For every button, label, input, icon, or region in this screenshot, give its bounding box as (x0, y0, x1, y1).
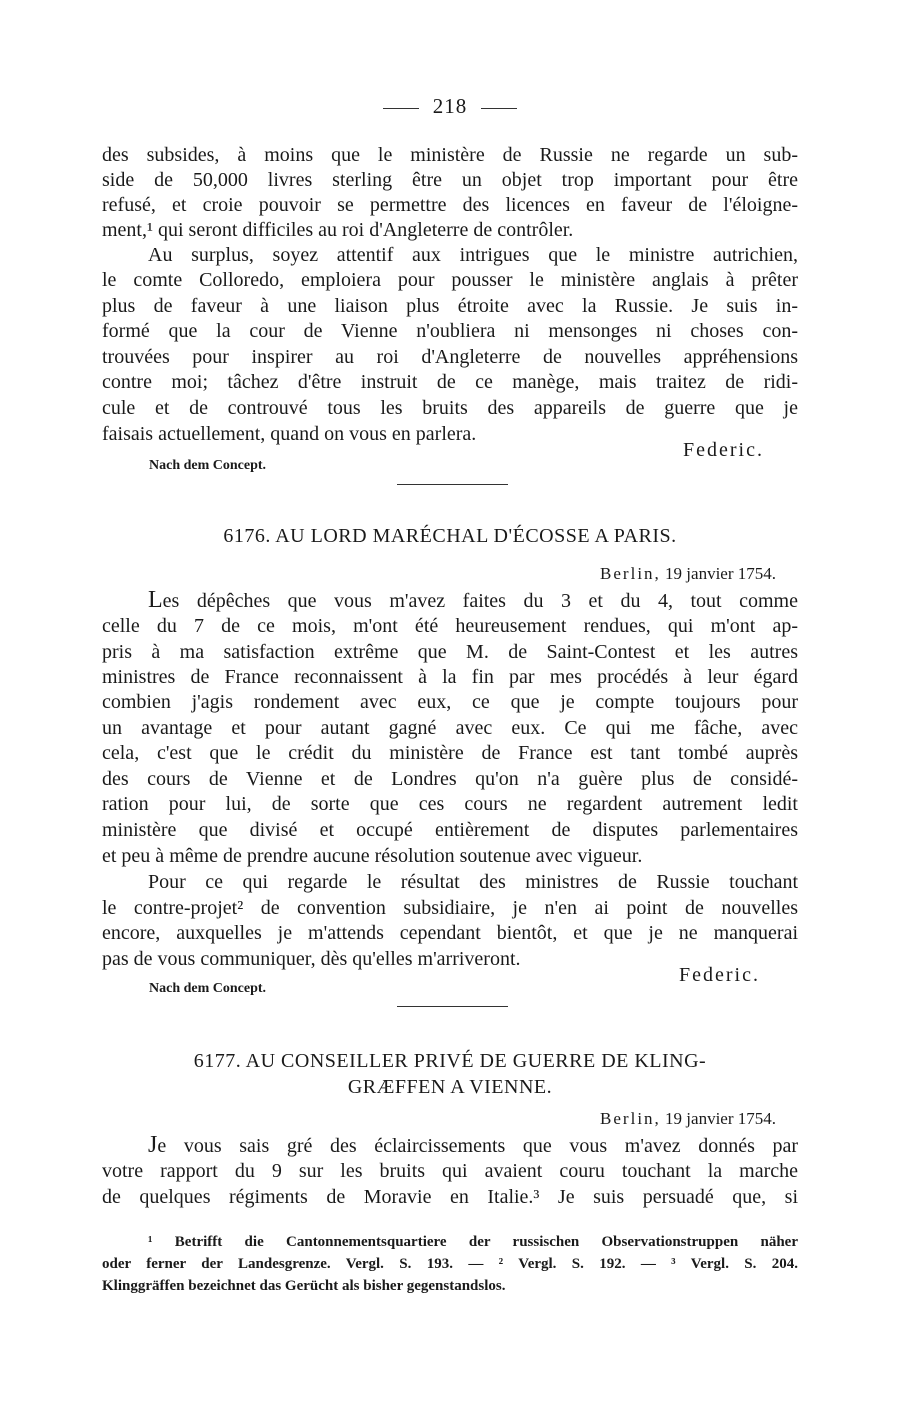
page-number (0, 94, 900, 119)
text-line: pris à ma satisfaction extrême que M. de Saint-Contest et les autres (102, 641, 798, 663)
text-line: un avantage et pour autant gagné avec eux. Ce qui me fâche, avec (102, 717, 798, 739)
text-line: et peu à même de prendre aucune résolution soutenue avec vigueur. (102, 845, 643, 867)
text-line-first (148, 588, 798, 612)
text-line-rest: e vous sais gré des éclaircissements que vous m'avez donnés par (157, 1135, 798, 1157)
text-line: ration pour lui, de sorte que ces cours ne regardent autrement ledit (102, 793, 798, 815)
section-divider (397, 484, 508, 485)
text-line: refusé, et croie pouvoir se permettre des licences en faveur de l'éloigne- (102, 194, 798, 216)
text-line: cela, c'est que le crédit du ministère de France est tant tombé auprès (102, 742, 798, 764)
text-line: de quelques régiments de Moravie en Italie.³ Je suis persuadé que, si (102, 1186, 798, 1208)
text-line: ment,¹ qui seront difficiles au roi d'Angleterre de contrôler. (102, 219, 574, 241)
text-line: des subsides, à moins que le ministère de Russie ne regarde un sub- (102, 144, 798, 166)
dateline-date: 19 janvier 1754. (665, 1109, 776, 1128)
footnote-line: Klinggräffen bezeichnet das Gerücht als bisher gegenstandslos. (102, 1278, 506, 1294)
text-line: Pour ce qui regarde le résultat des ministres de Russie touchant (148, 871, 798, 893)
text-line: ministère que divisé et occupé entièrement de disputes parlementaires (102, 819, 798, 841)
text-line: trouvées pour inspirer au roi d'Angleterre de nouvelles appréhensions (102, 346, 798, 368)
dateline-place: Berlin, (600, 564, 661, 583)
drop-cap: L (148, 587, 163, 613)
text-line: plus de faveur à une liaison plus étroite avec la Russie. Je suis in- (102, 295, 798, 317)
text-line: cule et de controuvé tous les bruits des appareils de guerre que je (102, 397, 798, 419)
source-note: Nach dem Concept. (149, 981, 267, 996)
letter-heading-line1: 6177. AU CONSEILLER PRIVÉ DE GUERRE DE KLING- (193, 1050, 707, 1072)
text-line: pas de vous communiquer, dès qu'elles m'arriveront. (102, 948, 521, 970)
text-line: le contre-projet² de convention subsidiaire, je n'en ai point de nouvelles (102, 897, 798, 919)
letter-heading-line2: GRÆFFEN A VIENNE. (347, 1076, 553, 1098)
footnote-line: oder ferner der Landesgrenze. Vergl. S. 193. — ² Vergl. S. 192. — ³ Vergl. S. 204. (102, 1256, 798, 1272)
text-line: votre rapport du 9 sur les bruits qui avaient couru touchant la marche (102, 1160, 798, 1182)
text-line: side de 50,000 livres sterling être un objet trop important pour être (102, 169, 798, 191)
dateline (600, 563, 776, 585)
drop-cap: J (148, 1132, 158, 1158)
text-line: ministres de France reconnaissent à la fin par mes procédés à leur égard (102, 666, 798, 688)
section-divider (397, 1006, 508, 1007)
dateline-place: Berlin, (600, 1109, 661, 1128)
source-note: Nach dem Concept. (149, 458, 267, 473)
text-line: contre moi; tâchez d'être instruit de ce manège, mais traitez de ridi- (102, 371, 798, 393)
text-line: faisais actuellement, quand on vous en parlera. (102, 423, 477, 445)
text-line: formé que la cour de Vienne n'oubliera ni mensonges ni choses con- (102, 320, 798, 342)
text-line: combien j'agis rondement avec eux, ce que je compte toujours pour (102, 691, 798, 713)
text-line: celle du 7 de ce mois, m'ont été heureusement rendues, qui m'ont ap- (102, 615, 798, 637)
page-number-text: 218 (432, 94, 468, 118)
text-line: encore, auxquelles je m'attends cependant bientôt, et que je ne manquerai (102, 922, 798, 944)
text-line-first (148, 1133, 798, 1157)
text-line-rest: es dépêches que vous m'avez faites du 3 et du 4, tout comme (162, 590, 798, 612)
signature: Federic. (683, 439, 764, 461)
text-line: Au surplus, soyez attentif aux intrigues que le ministre autrichien, (148, 244, 798, 266)
page-number-dash-right (481, 108, 517, 109)
signature: Federic. (679, 964, 760, 986)
dateline-date: 19 janvier 1754. (665, 564, 776, 583)
letter-heading: 6176. AU LORD MARÉCHAL D'ÉCOSSE A PARIS. (223, 525, 677, 547)
dateline (600, 1108, 776, 1130)
footnote-line: ¹ Betrifft die Cantonnementsquartiere der russischen Observationstruppen näher (148, 1234, 798, 1250)
text-line: des cours de Vienne et de Londres qu'on n'a guère plus de considé- (102, 768, 798, 790)
page-number-dash-left (383, 108, 419, 109)
text-line: le comte Colloredo, emploiera pour pousser le ministère anglais à prêter (102, 269, 798, 291)
